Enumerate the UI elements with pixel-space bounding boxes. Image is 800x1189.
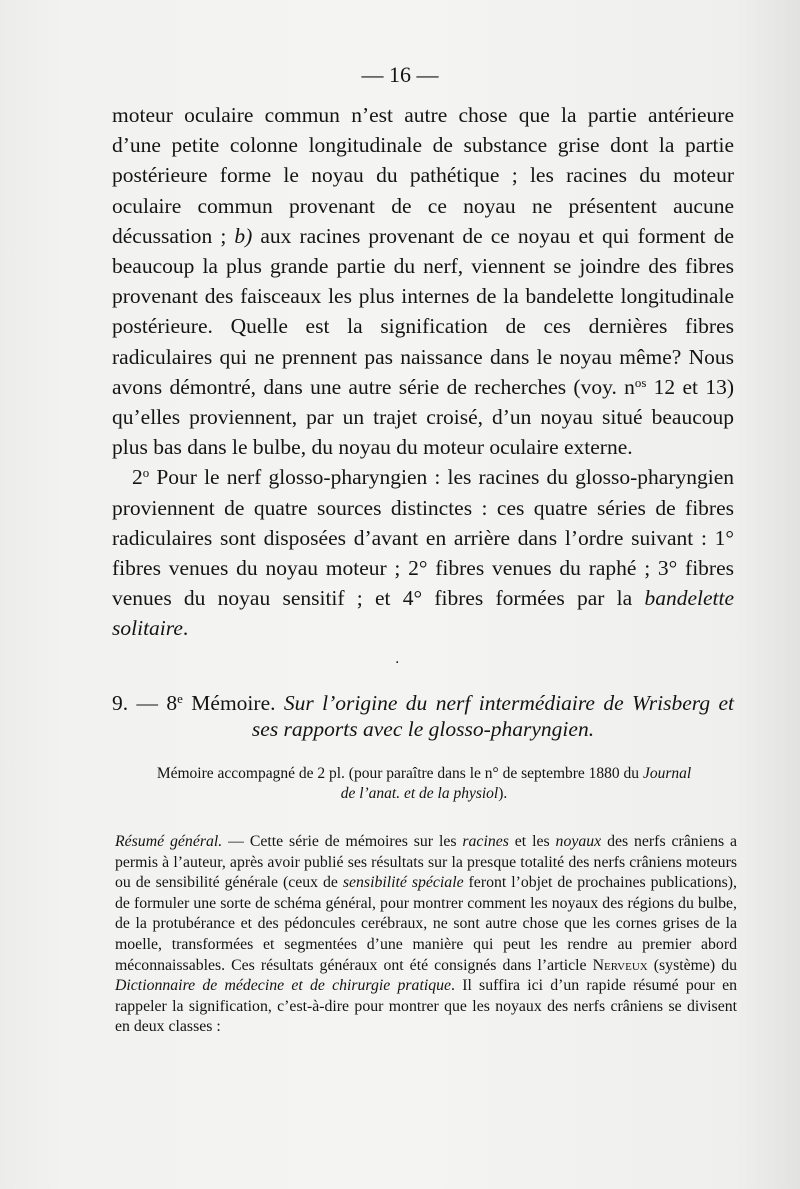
text-run: 2 [132, 465, 143, 490]
text-run: des nerfs crâniens a permis à l’auteur, après avoir publié ses résultats sur la presque totalité des nerfs crâniens moteurs ou de sensibilité générale (ceux de [115, 833, 738, 892]
separator-dot: · [395, 655, 400, 671]
text-run: et les [508, 833, 556, 850]
text-run: sensibilité spéciale [342, 874, 464, 892]
text-run: racines [462, 833, 509, 850]
text-run: . Il suffira ici d’un rapide résumé pour en rappeler la signification, c’est-à-dire pour montrer que les noyaux des nerfs crâniens se divisent en deux classes : [115, 977, 737, 1036]
paragraph-oculomotor [112, 100, 734, 462]
text-run: ). [498, 785, 508, 802]
text-run: bandelette solitaire [112, 586, 734, 641]
text-run: — Cette série de mémoires sur les [222, 833, 463, 850]
text-run: Résumé général. [115, 833, 223, 850]
memoire-number-sup: e [177, 691, 183, 706]
memoire-title-line2: ses rapports avec le glosso-pharyngien. [251, 717, 595, 741]
text-run: os [634, 375, 647, 390]
memoire-title-line1: Sur l’origine du nerf intermédiaire de Wrisberg et [283, 691, 734, 715]
memoire-heading-line1 [112, 690, 734, 716]
memoire-label: Mémoire. [182, 691, 284, 715]
text-run: Mémoire accompagné de 2 pl. (pour paraître dans le n° de septembre 1880 du [156, 765, 643, 782]
memoire-heading [112, 690, 734, 742]
text-run: o [142, 466, 150, 481]
memoire-number: 9. — 8 [112, 691, 178, 715]
text-run: noyaux [555, 833, 602, 850]
page-number: — 16 — [361, 62, 439, 87]
text-run: b) [234, 223, 253, 248]
text-run: feront l’objet de prochaines publications), de formuler une sorte de schéma général, pour montrer comment les noyaux des régions du bulbe, de la protubérance et des pédoncules cerébraux, ne sont autre chose que les cornes grises de la moelle, transformées et segmentées d’une manière qui peut les rendre au premier abord méconnaissables. Ces résultats généraux ont été consignés dans l’article [115, 874, 737, 974]
text-run: aux racines provenant de ce noyau et qui forment de beaucoup la plus grande partie du nerf, viennent se joindre des fibres provenant des faisceaux les plus internes de la bandelette longitudinale postérieure. Quelle est la signification de ces dernières fibres radiculaires qui ne prennent pas naissance dans le noyau même? Nous avons démontré, dans une autre série de recherches (voy. n [112, 223, 734, 399]
resume-general [115, 832, 737, 1038]
text-run: Journal de l’anat. et de la physiol [340, 765, 692, 802]
text-run: Dictionnaire de médecine et de chirurgie pratique [115, 977, 452, 995]
text-run: Pour le nerf glosso-pharyngien : les racines du glosso-pharyngien proviennent de quatre sources distinctes : ces quatre séries de fibres radiculaires sont disposées d’avant en arrière dans l’ordre suivant : 1° fibres venues du noyau moteur ; 2° fibres venues du raphé ; 3° fibres venues du noyau sensitif ; et 4° fibres formées par la [112, 465, 734, 611]
text-run: Nerveux [592, 956, 648, 974]
text-run: . [182, 616, 189, 641]
body-text [112, 100, 734, 644]
text-run: 12 et 13) qu’elles proviennent, par un trajet croisé, d’un noyau situé beaucoup plus bas dans le bulbe, du noyau du moteur oculaire externe. [112, 374, 734, 460]
text-run: (système) du [647, 956, 738, 974]
paragraph-glossopharyngeal [112, 462, 734, 643]
text-run: moteur oculaire commun n’est autre chose que la partie antérieure d’une petite colonne longitudinale de substance grise dont la partie postérieure forme le noyau du pathétique ; les racines du moteur oculaire commun provenant de ce noyau ne présentent aucune décussation ; [112, 103, 734, 248]
accompanying-note [150, 764, 698, 804]
